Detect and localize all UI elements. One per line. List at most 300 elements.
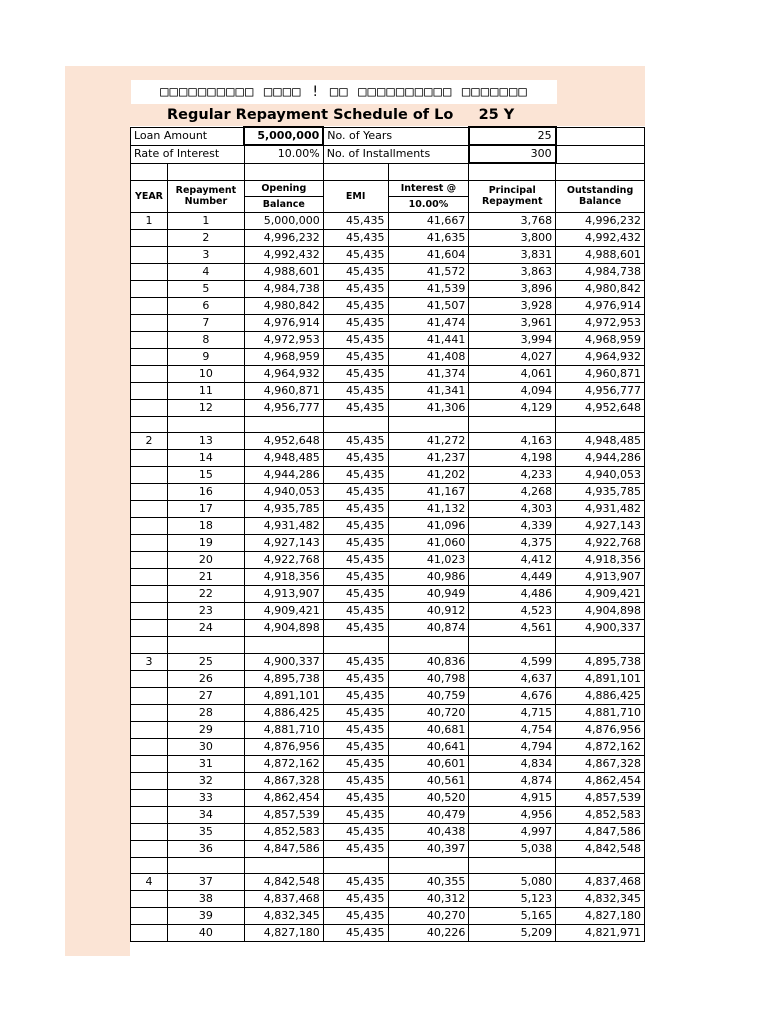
empty-cell bbox=[244, 163, 323, 180]
table-row bbox=[131, 349, 645, 366]
repayment-number-cell: 5 bbox=[167, 281, 244, 298]
opening-balance-cell: 4,867,328 bbox=[244, 772, 323, 789]
header-opening: Opening bbox=[244, 180, 323, 196]
emi-cell: 45,435 bbox=[323, 924, 388, 941]
opening-balance-cell: 4,927,143 bbox=[244, 535, 323, 552]
opening-balance-cell: 4,922,768 bbox=[244, 552, 323, 569]
emi-cell: 45,435 bbox=[323, 772, 388, 789]
table-row bbox=[131, 433, 645, 450]
table-row bbox=[131, 501, 645, 518]
repayment-number-cell: 8 bbox=[167, 332, 244, 349]
opening-balance-cell: 4,988,601 bbox=[244, 264, 323, 281]
interest-cell: 40,874 bbox=[388, 620, 469, 637]
year-cell bbox=[131, 281, 168, 298]
opening-balance-cell: 4,832,345 bbox=[244, 907, 323, 924]
repayment-number-cell: 32 bbox=[167, 772, 244, 789]
year-cell bbox=[131, 890, 168, 907]
principal-cell: 3,961 bbox=[469, 315, 556, 332]
outstanding-balance-cell: 4,821,971 bbox=[556, 924, 645, 941]
table-row bbox=[131, 840, 645, 857]
principal-cell: 4,061 bbox=[469, 366, 556, 383]
opening-balance-cell: 4,842,548 bbox=[244, 873, 323, 890]
outstanding-balance-cell: 4,904,898 bbox=[556, 603, 645, 620]
emi-cell: 45,435 bbox=[323, 315, 388, 332]
repayment-number-cell: 40 bbox=[167, 924, 244, 941]
empty-cell bbox=[167, 857, 244, 873]
installments-label: No. of Installments bbox=[323, 145, 469, 163]
interest-cell: 40,798 bbox=[388, 670, 469, 687]
opening-balance-cell: 4,992,432 bbox=[244, 247, 323, 264]
interest-cell: 41,272 bbox=[388, 433, 469, 450]
principal-cell: 4,412 bbox=[469, 552, 556, 569]
table-row bbox=[131, 366, 645, 383]
interest-cell: 40,226 bbox=[388, 924, 469, 941]
principal-cell: 4,915 bbox=[469, 789, 556, 806]
banner-text: □□□□□□□□□□ □□□□ ! □□ □□□□□□□□□□ □□□□□□□ bbox=[131, 80, 557, 104]
repayment-number-cell: 4 bbox=[167, 264, 244, 281]
principal-cell: 4,198 bbox=[469, 450, 556, 467]
emi-cell: 45,435 bbox=[323, 670, 388, 687]
opening-balance-cell: 4,984,738 bbox=[244, 281, 323, 298]
principal-cell: 5,038 bbox=[469, 840, 556, 857]
interest-cell: 41,341 bbox=[388, 383, 469, 400]
interest-cell: 40,438 bbox=[388, 823, 469, 840]
year-cell: 2 bbox=[131, 433, 168, 450]
repayment-number-cell: 13 bbox=[167, 433, 244, 450]
repayment-number-cell: 31 bbox=[167, 755, 244, 772]
outstanding-balance-cell: 4,996,232 bbox=[556, 213, 645, 230]
outstanding-balance-cell: 4,940,053 bbox=[556, 467, 645, 484]
outstanding-balance-cell: 4,960,871 bbox=[556, 366, 645, 383]
repayment-number-cell: 14 bbox=[167, 450, 244, 467]
header-interest: Interest @ bbox=[388, 180, 469, 196]
outstanding-balance-cell: 4,948,485 bbox=[556, 433, 645, 450]
outstanding-balance-cell: 4,862,454 bbox=[556, 772, 645, 789]
schedule-body bbox=[131, 213, 645, 942]
emi-cell: 45,435 bbox=[323, 247, 388, 264]
empty-cell bbox=[244, 857, 323, 873]
repayment-number-cell: 24 bbox=[167, 620, 244, 637]
opening-balance-cell: 4,952,648 bbox=[244, 433, 323, 450]
interest-cell: 40,561 bbox=[388, 772, 469, 789]
principal-cell: 4,129 bbox=[469, 400, 556, 417]
outstanding-balance-cell: 4,876,956 bbox=[556, 721, 645, 738]
year-cell bbox=[131, 840, 168, 857]
outstanding-balance-cell: 4,832,345 bbox=[556, 890, 645, 907]
emi-cell: 45,435 bbox=[323, 400, 388, 417]
repayment-number-cell: 19 bbox=[167, 535, 244, 552]
repayment-table bbox=[130, 126, 645, 942]
opening-balance-cell: 4,904,898 bbox=[244, 620, 323, 637]
empty-cell bbox=[388, 417, 469, 433]
opening-balance-cell: 4,881,710 bbox=[244, 721, 323, 738]
table-row bbox=[131, 755, 645, 772]
year-cell bbox=[131, 518, 168, 535]
principal-cell: 4,163 bbox=[469, 433, 556, 450]
interest-cell: 40,397 bbox=[388, 840, 469, 857]
principal-cell: 3,896 bbox=[469, 281, 556, 298]
empty-cell bbox=[556, 637, 645, 653]
principal-cell: 3,863 bbox=[469, 264, 556, 281]
principal-cell: 3,800 bbox=[469, 230, 556, 247]
principal-cell: 4,834 bbox=[469, 755, 556, 772]
principal-cell: 4,268 bbox=[469, 484, 556, 501]
empty-cell bbox=[556, 145, 645, 163]
year-cell bbox=[131, 789, 168, 806]
years-value[interactable]: 25 bbox=[469, 127, 556, 145]
repayment-number-cell: 21 bbox=[167, 569, 244, 586]
interest-cell: 41,604 bbox=[388, 247, 469, 264]
opening-balance-cell: 4,891,101 bbox=[244, 687, 323, 704]
year-cell bbox=[131, 603, 168, 620]
repayment-number-cell: 16 bbox=[167, 484, 244, 501]
spacer-row bbox=[131, 857, 645, 873]
table-row bbox=[131, 620, 645, 637]
table-row bbox=[131, 653, 645, 670]
outstanding-balance-cell: 4,922,768 bbox=[556, 535, 645, 552]
year-cell bbox=[131, 907, 168, 924]
year-cell bbox=[131, 230, 168, 247]
table-row bbox=[131, 823, 645, 840]
emi-cell: 45,435 bbox=[323, 586, 388, 603]
opening-balance-cell: 4,913,907 bbox=[244, 586, 323, 603]
table-row bbox=[131, 603, 645, 620]
interest-cell: 40,720 bbox=[388, 704, 469, 721]
header-principal: Principal Repayment bbox=[469, 180, 556, 213]
interest-cell: 40,479 bbox=[388, 806, 469, 823]
emi-cell: 45,435 bbox=[323, 603, 388, 620]
principal-cell: 5,165 bbox=[469, 907, 556, 924]
opening-balance-cell: 4,895,738 bbox=[244, 670, 323, 687]
outstanding-balance-cell: 4,988,601 bbox=[556, 247, 645, 264]
table-row bbox=[131, 789, 645, 806]
empty-cell bbox=[131, 637, 168, 653]
principal-cell: 4,637 bbox=[469, 670, 556, 687]
table-row bbox=[131, 687, 645, 704]
emi-cell: 45,435 bbox=[323, 738, 388, 755]
interest-cell: 41,474 bbox=[388, 315, 469, 332]
outstanding-balance-cell: 4,913,907 bbox=[556, 569, 645, 586]
year-cell bbox=[131, 569, 168, 586]
principal-cell: 5,123 bbox=[469, 890, 556, 907]
emi-cell: 45,435 bbox=[323, 264, 388, 281]
year-cell bbox=[131, 755, 168, 772]
repayment-number-cell: 11 bbox=[167, 383, 244, 400]
principal-cell: 4,233 bbox=[469, 467, 556, 484]
emi-cell: 45,435 bbox=[323, 890, 388, 907]
table-row bbox=[131, 213, 645, 230]
repayment-number-cell: 20 bbox=[167, 552, 244, 569]
emi-cell: 45,435 bbox=[323, 230, 388, 247]
outstanding-balance-cell: 4,881,710 bbox=[556, 704, 645, 721]
principal-cell: 4,303 bbox=[469, 501, 556, 518]
outstanding-balance-cell: 4,952,648 bbox=[556, 400, 645, 417]
table-row bbox=[131, 281, 645, 298]
principal-cell: 5,209 bbox=[469, 924, 556, 941]
interest-cell: 41,441 bbox=[388, 332, 469, 349]
year-cell bbox=[131, 721, 168, 738]
table-row bbox=[131, 907, 645, 924]
interest-cell: 40,520 bbox=[388, 789, 469, 806]
interest-cell: 40,912 bbox=[388, 603, 469, 620]
year-cell bbox=[131, 670, 168, 687]
year-cell bbox=[131, 264, 168, 281]
emi-cell: 45,435 bbox=[323, 383, 388, 400]
empty-cell bbox=[167, 163, 244, 180]
opening-balance-cell: 5,000,000 bbox=[244, 213, 323, 230]
principal-cell: 4,715 bbox=[469, 704, 556, 721]
repayment-number-cell: 36 bbox=[167, 840, 244, 857]
empty-cell bbox=[469, 857, 556, 873]
emi-cell: 45,435 bbox=[323, 518, 388, 535]
principal-cell: 4,676 bbox=[469, 687, 556, 704]
repayment-number-cell: 38 bbox=[167, 890, 244, 907]
header-outstanding: Outstanding Balance bbox=[556, 180, 645, 213]
outstanding-balance-cell: 4,827,180 bbox=[556, 907, 645, 924]
emi-cell: 45,435 bbox=[323, 467, 388, 484]
repayment-number-cell: 26 bbox=[167, 670, 244, 687]
opening-balance-cell: 4,918,356 bbox=[244, 569, 323, 586]
table-row bbox=[131, 569, 645, 586]
outstanding-balance-cell: 4,918,356 bbox=[556, 552, 645, 569]
emi-cell: 45,435 bbox=[323, 721, 388, 738]
interest-cell: 40,681 bbox=[388, 721, 469, 738]
interest-cell: 40,986 bbox=[388, 569, 469, 586]
empty-cell bbox=[131, 163, 168, 180]
year-cell bbox=[131, 349, 168, 366]
interest-cell: 41,635 bbox=[388, 230, 469, 247]
header-repayment-number: Repayment Number bbox=[167, 180, 244, 213]
emi-cell: 45,435 bbox=[323, 823, 388, 840]
opening-balance-cell: 4,960,871 bbox=[244, 383, 323, 400]
opening-balance-cell: 4,940,053 bbox=[244, 484, 323, 501]
table-row bbox=[131, 924, 645, 941]
empty-cell bbox=[131, 857, 168, 873]
emi-cell: 45,435 bbox=[323, 298, 388, 315]
emi-cell: 45,435 bbox=[323, 349, 388, 366]
interest-cell: 41,096 bbox=[388, 518, 469, 535]
empty-cell bbox=[556, 163, 645, 180]
emi-cell: 45,435 bbox=[323, 552, 388, 569]
empty-cell bbox=[167, 637, 244, 653]
header-year: YEAR bbox=[131, 180, 168, 213]
rate-label: Rate of Interest bbox=[131, 145, 245, 163]
empty-cell bbox=[469, 637, 556, 653]
outstanding-balance-cell: 4,872,162 bbox=[556, 738, 645, 755]
outstanding-balance-cell: 4,935,785 bbox=[556, 484, 645, 501]
outstanding-balance-cell: 4,972,953 bbox=[556, 315, 645, 332]
repayment-number-cell: 17 bbox=[167, 501, 244, 518]
repayment-number-cell: 3 bbox=[167, 247, 244, 264]
interest-cell: 41,202 bbox=[388, 467, 469, 484]
repayment-number-cell: 30 bbox=[167, 738, 244, 755]
outstanding-balance-cell: 4,956,777 bbox=[556, 383, 645, 400]
loan-amount-label: Loan Amount bbox=[131, 127, 245, 145]
year-cell: 4 bbox=[131, 873, 168, 890]
principal-cell: 4,027 bbox=[469, 349, 556, 366]
repayment-number-cell: 18 bbox=[167, 518, 244, 535]
opening-balance-cell: 4,909,421 bbox=[244, 603, 323, 620]
header-interest-rate: 10.00% bbox=[388, 196, 469, 212]
year-cell: 1 bbox=[131, 213, 168, 230]
repayment-number-cell: 39 bbox=[167, 907, 244, 924]
table-row bbox=[131, 315, 645, 332]
principal-cell: 4,375 bbox=[469, 535, 556, 552]
principal-cell: 4,339 bbox=[469, 518, 556, 535]
principal-cell: 3,994 bbox=[469, 332, 556, 349]
installments-value[interactable]: 300 bbox=[469, 145, 556, 163]
interest-cell: 40,759 bbox=[388, 687, 469, 704]
year-cell bbox=[131, 772, 168, 789]
year-cell bbox=[131, 484, 168, 501]
year-cell bbox=[131, 400, 168, 417]
opening-balance-cell: 4,872,162 bbox=[244, 755, 323, 772]
emi-cell: 45,435 bbox=[323, 704, 388, 721]
interest-cell: 41,132 bbox=[388, 501, 469, 518]
outstanding-balance-cell: 4,976,914 bbox=[556, 298, 645, 315]
repayment-sheet bbox=[130, 126, 645, 956]
emi-cell: 45,435 bbox=[323, 687, 388, 704]
opening-balance-cell: 4,847,586 bbox=[244, 840, 323, 857]
empty-cell bbox=[244, 637, 323, 653]
repayment-number-cell: 6 bbox=[167, 298, 244, 315]
principal-cell: 4,754 bbox=[469, 721, 556, 738]
principal-cell: 4,561 bbox=[469, 620, 556, 637]
interest-cell: 40,355 bbox=[388, 873, 469, 890]
rate-value[interactable]: 10.00% bbox=[244, 145, 323, 163]
outstanding-balance-cell: 4,964,932 bbox=[556, 349, 645, 366]
year-cell bbox=[131, 806, 168, 823]
year-cell bbox=[131, 924, 168, 941]
principal-cell: 3,831 bbox=[469, 247, 556, 264]
interest-cell: 41,408 bbox=[388, 349, 469, 366]
repayment-number-cell: 27 bbox=[167, 687, 244, 704]
header-emi: EMI bbox=[323, 180, 388, 213]
repayment-number-cell: 22 bbox=[167, 586, 244, 603]
repayment-number-cell: 10 bbox=[167, 366, 244, 383]
opening-balance-cell: 4,996,232 bbox=[244, 230, 323, 247]
header-balance: Balance bbox=[244, 196, 323, 212]
table-row bbox=[131, 806, 645, 823]
outstanding-balance-cell: 4,847,586 bbox=[556, 823, 645, 840]
empty-cell bbox=[244, 417, 323, 433]
emi-cell: 45,435 bbox=[323, 501, 388, 518]
emi-cell: 45,435 bbox=[323, 873, 388, 890]
principal-cell: 3,768 bbox=[469, 213, 556, 230]
table-row bbox=[131, 518, 645, 535]
repayment-number-cell: 23 bbox=[167, 603, 244, 620]
emi-cell: 45,435 bbox=[323, 281, 388, 298]
principal-cell: 4,874 bbox=[469, 772, 556, 789]
emi-cell: 45,435 bbox=[323, 450, 388, 467]
repayment-number-cell: 35 bbox=[167, 823, 244, 840]
emi-cell: 45,435 bbox=[323, 484, 388, 501]
interest-cell: 41,667 bbox=[388, 213, 469, 230]
empty-cell bbox=[167, 417, 244, 433]
repayment-number-cell: 34 bbox=[167, 806, 244, 823]
repayment-number-cell: 9 bbox=[167, 349, 244, 366]
opening-balance-cell: 4,862,454 bbox=[244, 789, 323, 806]
outstanding-balance-cell: 4,980,842 bbox=[556, 281, 645, 298]
principal-cell: 4,486 bbox=[469, 586, 556, 603]
empty-cell bbox=[388, 163, 469, 180]
principal-cell: 4,523 bbox=[469, 603, 556, 620]
interest-cell: 40,836 bbox=[388, 653, 469, 670]
interest-cell: 41,507 bbox=[388, 298, 469, 315]
empty-cell bbox=[469, 163, 556, 180]
empty-cell bbox=[556, 857, 645, 873]
year-cell bbox=[131, 298, 168, 315]
opening-balance-cell: 4,900,337 bbox=[244, 653, 323, 670]
interest-cell: 40,270 bbox=[388, 907, 469, 924]
table-row bbox=[131, 400, 645, 417]
empty-cell bbox=[323, 163, 388, 180]
empty-cell bbox=[323, 857, 388, 873]
year-cell bbox=[131, 586, 168, 603]
opening-balance-cell: 4,948,485 bbox=[244, 450, 323, 467]
loan-amount-value[interactable]: 5,000,000 bbox=[244, 127, 323, 145]
repayment-number-cell: 28 bbox=[167, 704, 244, 721]
principal-cell: 3,928 bbox=[469, 298, 556, 315]
year-cell bbox=[131, 687, 168, 704]
empty-cell bbox=[556, 127, 645, 145]
principal-cell: 4,794 bbox=[469, 738, 556, 755]
year-cell bbox=[131, 450, 168, 467]
table-row bbox=[131, 670, 645, 687]
year-cell bbox=[131, 315, 168, 332]
opening-balance-cell: 4,944,286 bbox=[244, 467, 323, 484]
principal-cell: 4,094 bbox=[469, 383, 556, 400]
principal-cell: 4,956 bbox=[469, 806, 556, 823]
emi-cell: 45,435 bbox=[323, 840, 388, 857]
table-row bbox=[131, 890, 645, 907]
interest-cell: 41,572 bbox=[388, 264, 469, 281]
year-cell: 3 bbox=[131, 653, 168, 670]
spacer-row bbox=[131, 417, 645, 433]
table-row bbox=[131, 230, 645, 247]
interest-cell: 40,312 bbox=[388, 890, 469, 907]
table-row bbox=[131, 450, 645, 467]
emi-cell: 45,435 bbox=[323, 569, 388, 586]
table-row bbox=[131, 704, 645, 721]
interest-cell: 40,601 bbox=[388, 755, 469, 772]
page-title: Regular Repayment Schedule of Lo 25 Y bbox=[167, 107, 515, 123]
table-row bbox=[131, 535, 645, 552]
interest-cell: 41,237 bbox=[388, 450, 469, 467]
year-cell bbox=[131, 366, 168, 383]
interest-cell: 40,641 bbox=[388, 738, 469, 755]
spacer-row bbox=[131, 637, 645, 653]
outstanding-balance-cell: 4,909,421 bbox=[556, 586, 645, 603]
repayment-number-cell: 33 bbox=[167, 789, 244, 806]
repayment-number-cell: 1 bbox=[167, 213, 244, 230]
opening-balance-cell: 4,857,539 bbox=[244, 806, 323, 823]
empty-cell bbox=[131, 417, 168, 433]
table-row bbox=[131, 467, 645, 484]
outstanding-balance-cell: 4,944,286 bbox=[556, 450, 645, 467]
repayment-number-cell: 7 bbox=[167, 315, 244, 332]
years-label: No. of Years bbox=[323, 127, 469, 145]
principal-cell: 4,449 bbox=[469, 569, 556, 586]
outstanding-balance-cell: 4,891,101 bbox=[556, 670, 645, 687]
principal-cell: 5,080 bbox=[469, 873, 556, 890]
year-cell bbox=[131, 823, 168, 840]
interest-cell: 41,167 bbox=[388, 484, 469, 501]
table-row bbox=[131, 332, 645, 349]
outstanding-balance-cell: 4,837,468 bbox=[556, 873, 645, 890]
outstanding-balance-cell: 4,852,583 bbox=[556, 806, 645, 823]
emi-cell: 45,435 bbox=[323, 433, 388, 450]
